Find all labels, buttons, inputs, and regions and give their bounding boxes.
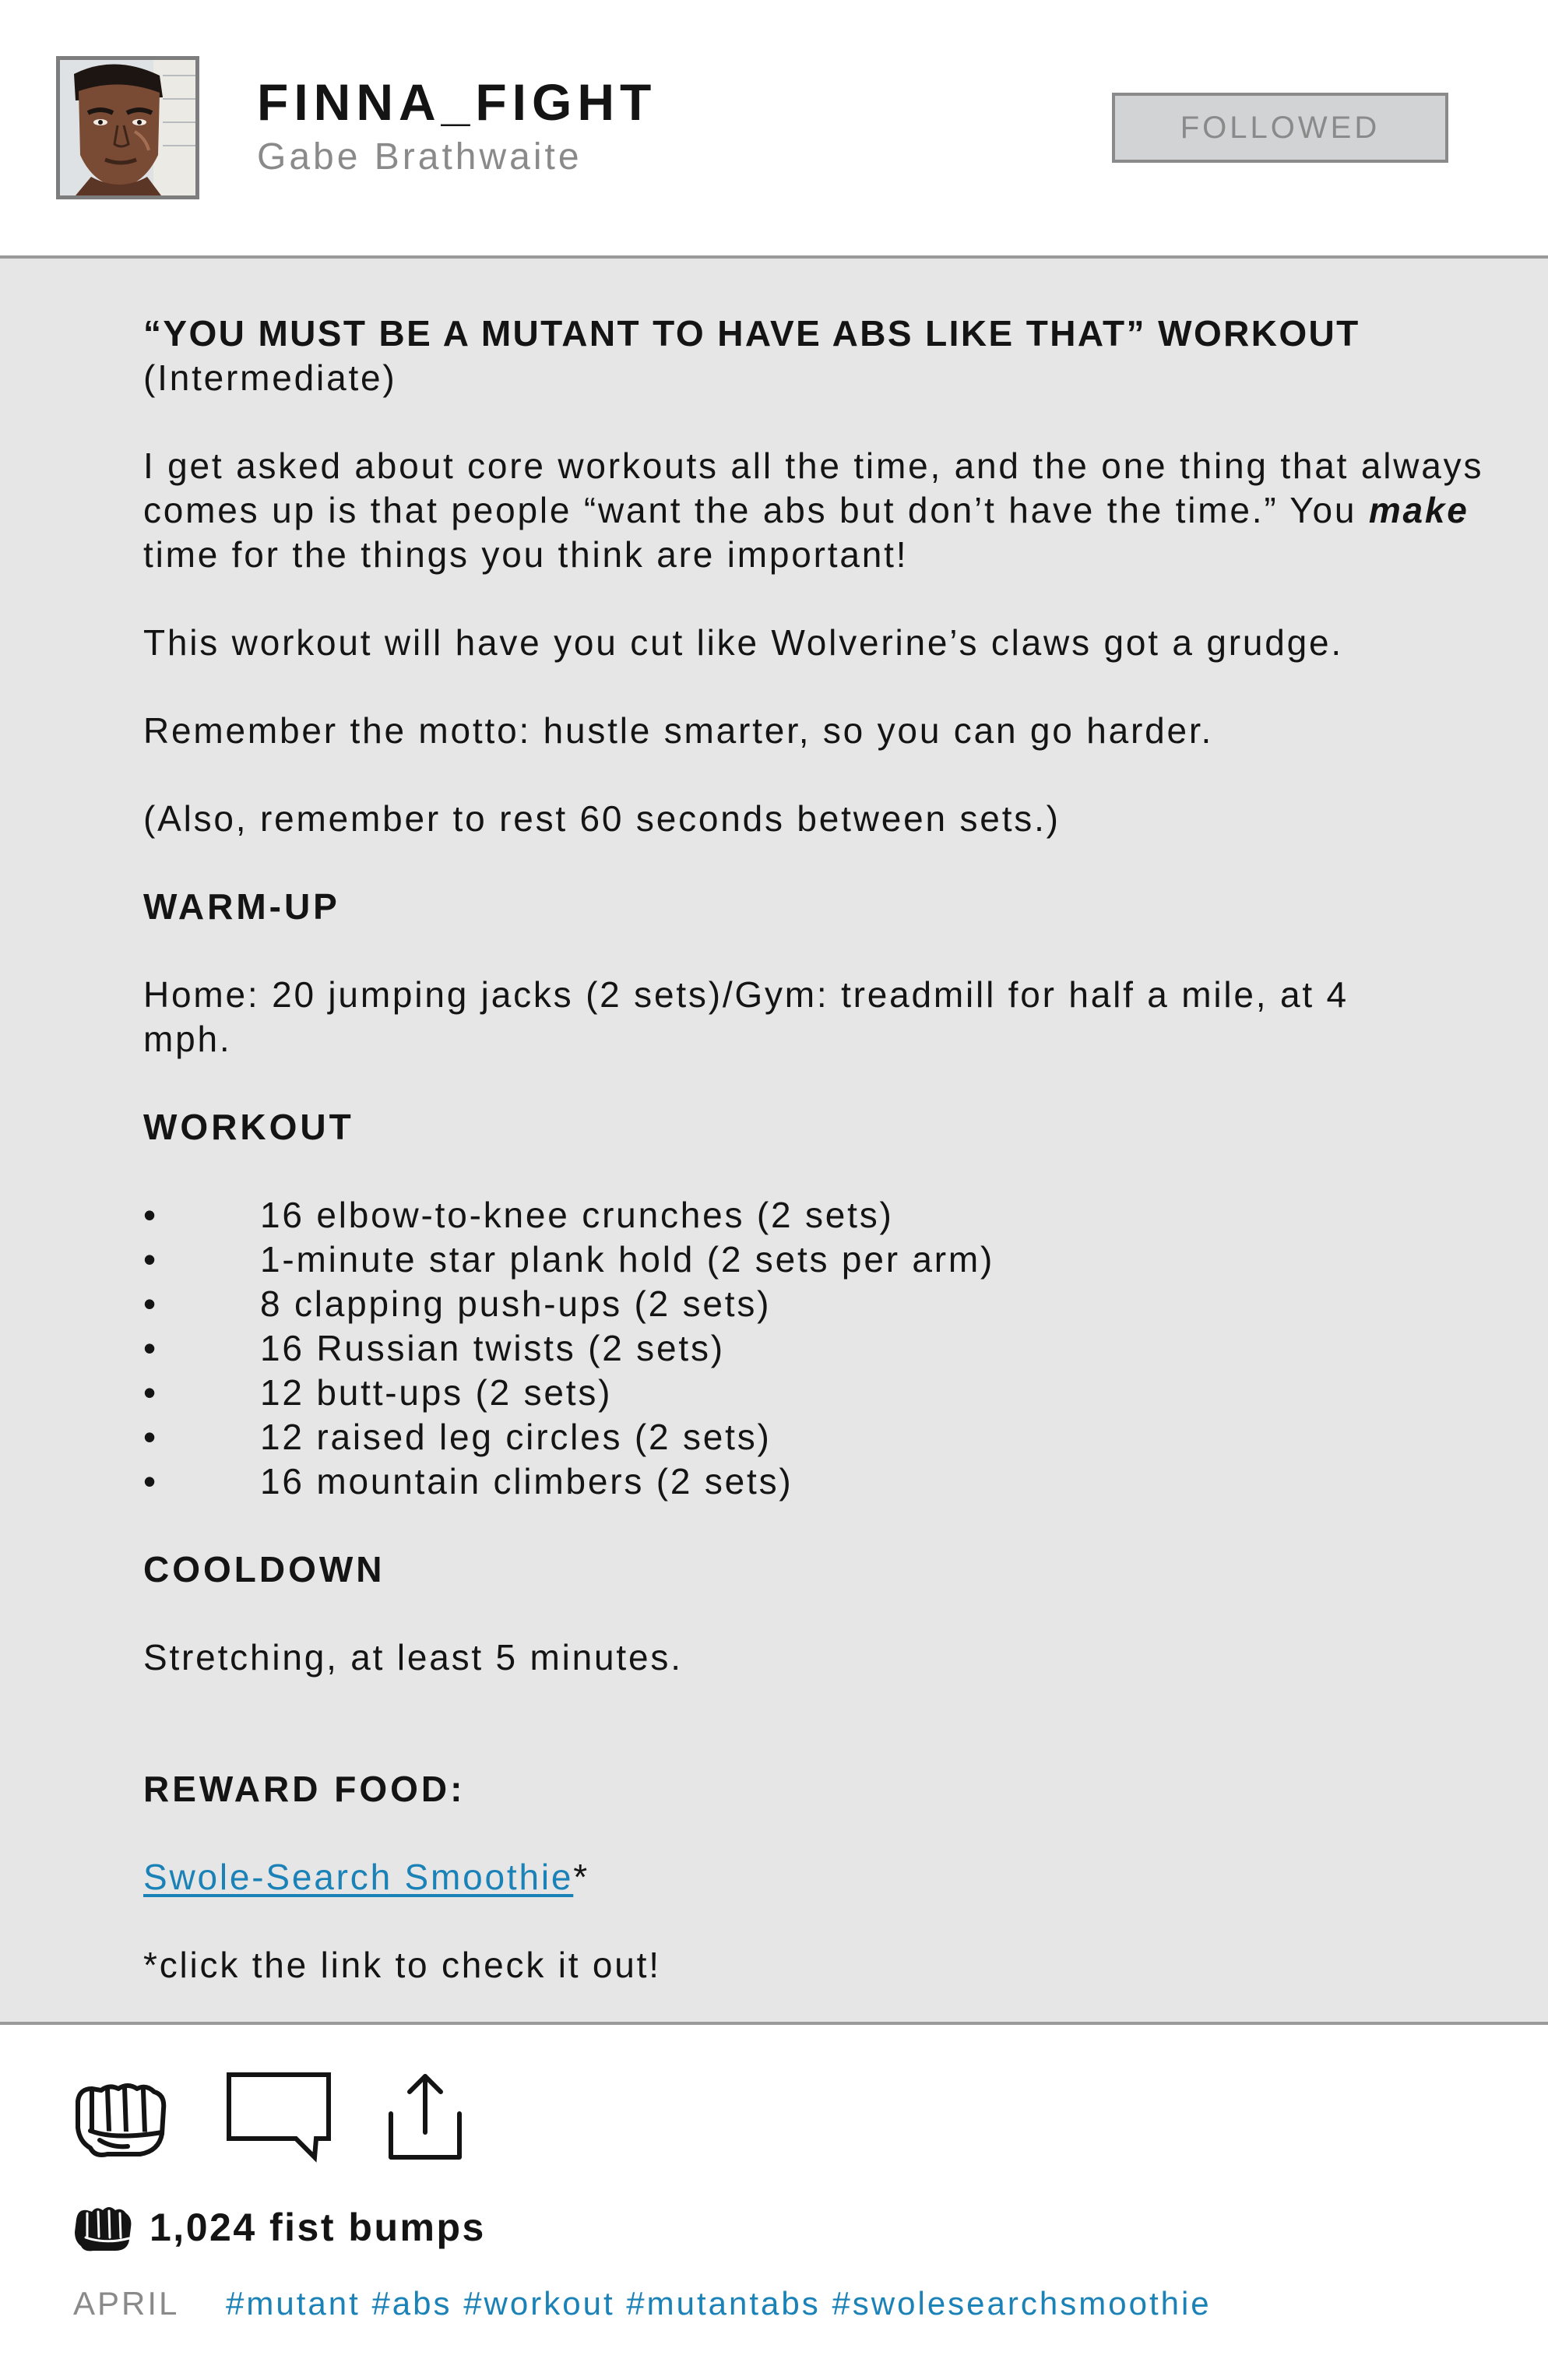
intro-emphasis: make (1368, 490, 1469, 530)
list-item: • 16 Russian twists (2 sets) (143, 1326, 1498, 1371)
cooldown-heading: COOLDOWN (143, 1549, 385, 1590)
share-icon (386, 2070, 464, 2163)
hashtag-link[interactable]: #mutantabs (626, 2285, 821, 2322)
claim-paragraph: This workout will have you cut like Wolverine’s claws got a grudge. (143, 622, 1343, 663)
smoothie-link[interactable]: Swole-Search Smoothie (143, 1857, 574, 1897)
fist-bump-count-text: 1,024 fist bumps (150, 2206, 486, 2249)
post-level: (Intermediate) (143, 357, 397, 398)
real-name: Gabe Brathwaite (257, 136, 582, 178)
hashtag-link[interactable]: #mutant (226, 2285, 361, 2322)
fist-bump-button[interactable] (69, 2070, 178, 2163)
intro-paragraph (143, 444, 1498, 577)
post-title: “YOU MUST BE A MUTANT TO HAVE ABS LIKE THAT” WORKOUT (143, 313, 1360, 354)
post-content (143, 312, 1498, 2031)
hashtag-link[interactable]: #workout (463, 2285, 615, 2322)
username[interactable]: FINNA_FIGHT (257, 73, 657, 131)
avatar-portrait-image (60, 60, 195, 195)
hashtag-link[interactable]: #swolesearchsmoothie (832, 2285, 1212, 2322)
post-date: APRIL (73, 2285, 180, 2322)
warmup-heading: WARM-UP (143, 886, 340, 927)
workout-heading: WORKOUT (143, 1107, 354, 1147)
avatar[interactable] (56, 56, 199, 199)
cooldown-text: Stretching, at least 5 minutes. (143, 1637, 683, 1678)
list-item: • 1-minute star plank hold (2 sets per arm) (143, 1238, 1498, 1282)
intro-text-end: time for the things you think are important! (143, 534, 909, 575)
post-header (0, 0, 1548, 255)
fist-bump-count[interactable] (72, 2196, 486, 2259)
post-title-block (143, 312, 1498, 400)
post-body (0, 255, 1548, 2025)
hashtag-list (226, 2285, 1212, 2322)
reward-heading: REWARD FOOD: (143, 1769, 466, 1809)
post-footer (0, 2025, 1548, 2380)
list-item: • 8 clapping push-ups (2 sets) (143, 1282, 1498, 1326)
fist-bump-count-icon (72, 2201, 134, 2254)
fist-bump-icon (69, 2070, 178, 2163)
reward-note: *click the link to check it out! (143, 1945, 661, 1985)
warmup-text: Home: 20 jumping jacks (2 sets)/Gym: treadmill for half a mile, at 4 mph. (143, 974, 1349, 1059)
share-button[interactable] (386, 2070, 495, 2163)
reward-line (143, 1855, 1498, 1899)
rest-note: (Also, remember to rest 60 seconds between sets.) (143, 798, 1061, 839)
hashtag-link[interactable]: #abs (371, 2285, 452, 2322)
list-item: • 12 butt-ups (2 sets) (143, 1371, 1498, 1415)
comment-icon (224, 2070, 333, 2163)
list-item: • 16 elbow-to-knee crunches (2 sets) (143, 1193, 1498, 1238)
intro-text-start: I get asked about core workouts all the time, and the one thing that always comes up is that people “want the abs but don’t have the time.” You (143, 445, 1484, 530)
list-item: • 12 raised leg circles (2 sets) (143, 1415, 1498, 1459)
motto-paragraph: Remember the motto: hustle smarter, so you can go harder. (143, 710, 1214, 751)
reward-asterisk: * (573, 1857, 589, 1897)
list-item: • 16 mountain climbers (2 sets) (143, 1459, 1498, 1504)
comment-button[interactable] (224, 2070, 333, 2163)
workout-list (143, 1193, 1498, 1504)
followed-button[interactable]: FOLLOWED (1112, 93, 1448, 163)
